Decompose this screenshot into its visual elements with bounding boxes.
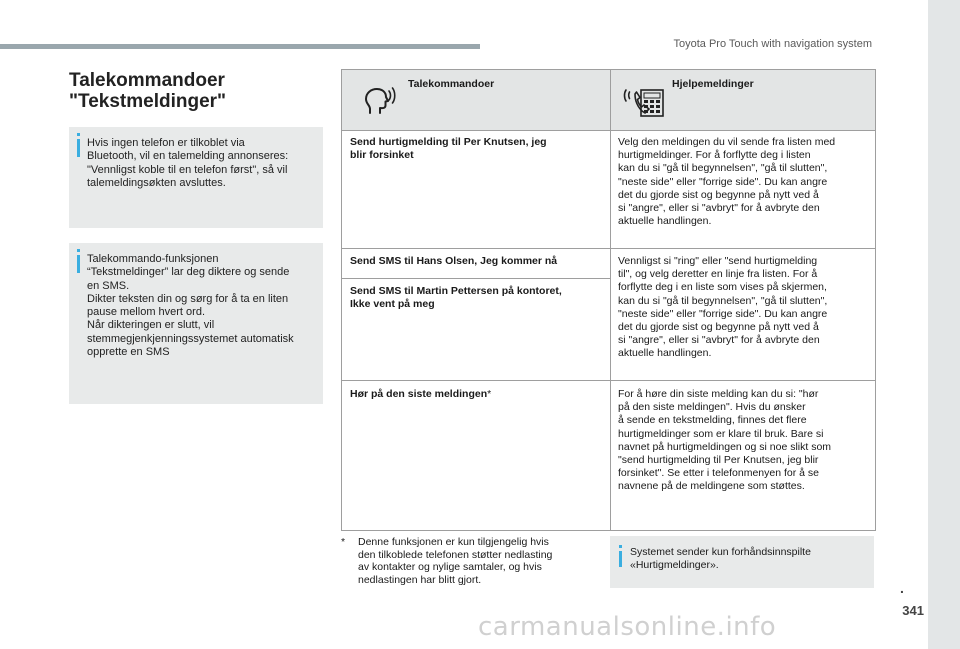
help-cell: Velg den meldingen du vil sende fra listen med hurtigmeldinger. For å forflytte deg i listen kan du si "gå til begynnelsen", "gå til slutten", "neste side" eller "forrige side". Du kan angre det du gjorde sist og begynne på nytt ved å si "angre", eller si "avbryt" for å avbryte den aktuelle handlingen.: [618, 136, 836, 228]
info-icon: [619, 551, 622, 567]
command-cell: Send hurtigmelding til Per Knutsen, jeg blir forsinket: [350, 136, 547, 162]
command-cell: [350, 388, 605, 401]
help-cell: For å høre din siste melding kan du si: "hør på den siste meldingen". Hvis du ønsker å sende en tekstmelding, finnes det flere hurtigmeldinger som er klare til bruk. Bare si navnet på hurtigmeldingen og si noe slikt som "send hurtigmelding til Per Knutsen, jeg blir forsinket". Se etter i telefonmenyen for å se navnene på de meldingene som støttes.: [618, 388, 832, 493]
header-help: Hjelpemeldinger: [672, 78, 754, 90]
continue-mark: .: [900, 580, 904, 596]
command-cell: Send SMS til Martin Pettersen på kontoret, Ikke vent på meg: [350, 285, 562, 311]
info-box-dictation: [69, 243, 323, 404]
row-divider: [342, 248, 875, 249]
note-box: [610, 536, 874, 588]
table-column-divider: [610, 70, 611, 530]
footnote-marker: *: [487, 388, 492, 400]
page-number: 341: [902, 603, 924, 618]
footnote-text: Denne funksjonen er kun tilgjengelig hvis den tilkoblede telefonen støtter nedlasting av kontakter og nylige samtaler, og hvis nedlastingen har blitt gjort.: [358, 536, 553, 586]
page-title: [69, 70, 319, 112]
info-text: Talekommando-funksjonen “Tekstmeldinger” lar deg diktere og sende en SMS. Dikter teksten din og sørg for å ta en liten pause mellom hvert ord. Når dikteringen er slutt, vil stemmegjenkjenningssystemet automatisk opprette en SMS: [87, 253, 294, 359]
voice-command-icon: [362, 82, 398, 118]
side-strip: [928, 0, 960, 649]
phone-keypad-icon: [622, 82, 666, 122]
header-commands: Talekommandoer: [408, 78, 495, 90]
voice-command-table: [341, 69, 876, 531]
page-title-line1: Talekommandoer: [69, 70, 225, 91]
help-cell: Vennligst si "ring" eller "send hurtigmelding til", og velg deretter en linje fra listen. For å forflytte deg i en liste som vises på skjermen, kan du si "gå til begynnelsen", "gå til slutten", "neste side" eller "forrige side". Du kan angre det du gjorde sist og begynne på nytt ved å si "angre", eller si "avbryt" for å avbryte den aktuelle handlingen.: [618, 255, 828, 360]
page-title-line2: "Tekstmeldinger": [69, 91, 227, 112]
command-cell: Send SMS til Hans Olsen, Jeg kommer nå: [350, 255, 558, 267]
header-rule: [0, 44, 480, 49]
info-icon: [77, 139, 80, 157]
info-icon: [77, 255, 80, 273]
footnote-marker: *: [341, 536, 346, 548]
watermark: carmanualsonline.info: [478, 612, 777, 642]
row-divider: [342, 278, 610, 279]
header-title: Toyota Pro Touch with navigation system: [673, 38, 872, 50]
row-divider: [342, 380, 875, 381]
note-text: Systemet sender kun forhåndsinnspilte «Hurtigmeldinger».: [630, 546, 811, 571]
info-box-no-phone: [69, 127, 323, 228]
info-text: Hvis ingen telefon er tilkoblet via Bluetooth, vil en talemelding annonseres: "Vennligst koble til en telefon først", så vil talemeldingsøkten avsluttes.: [87, 137, 289, 189]
command-text: Hør på den siste meldingen: [350, 388, 488, 400]
